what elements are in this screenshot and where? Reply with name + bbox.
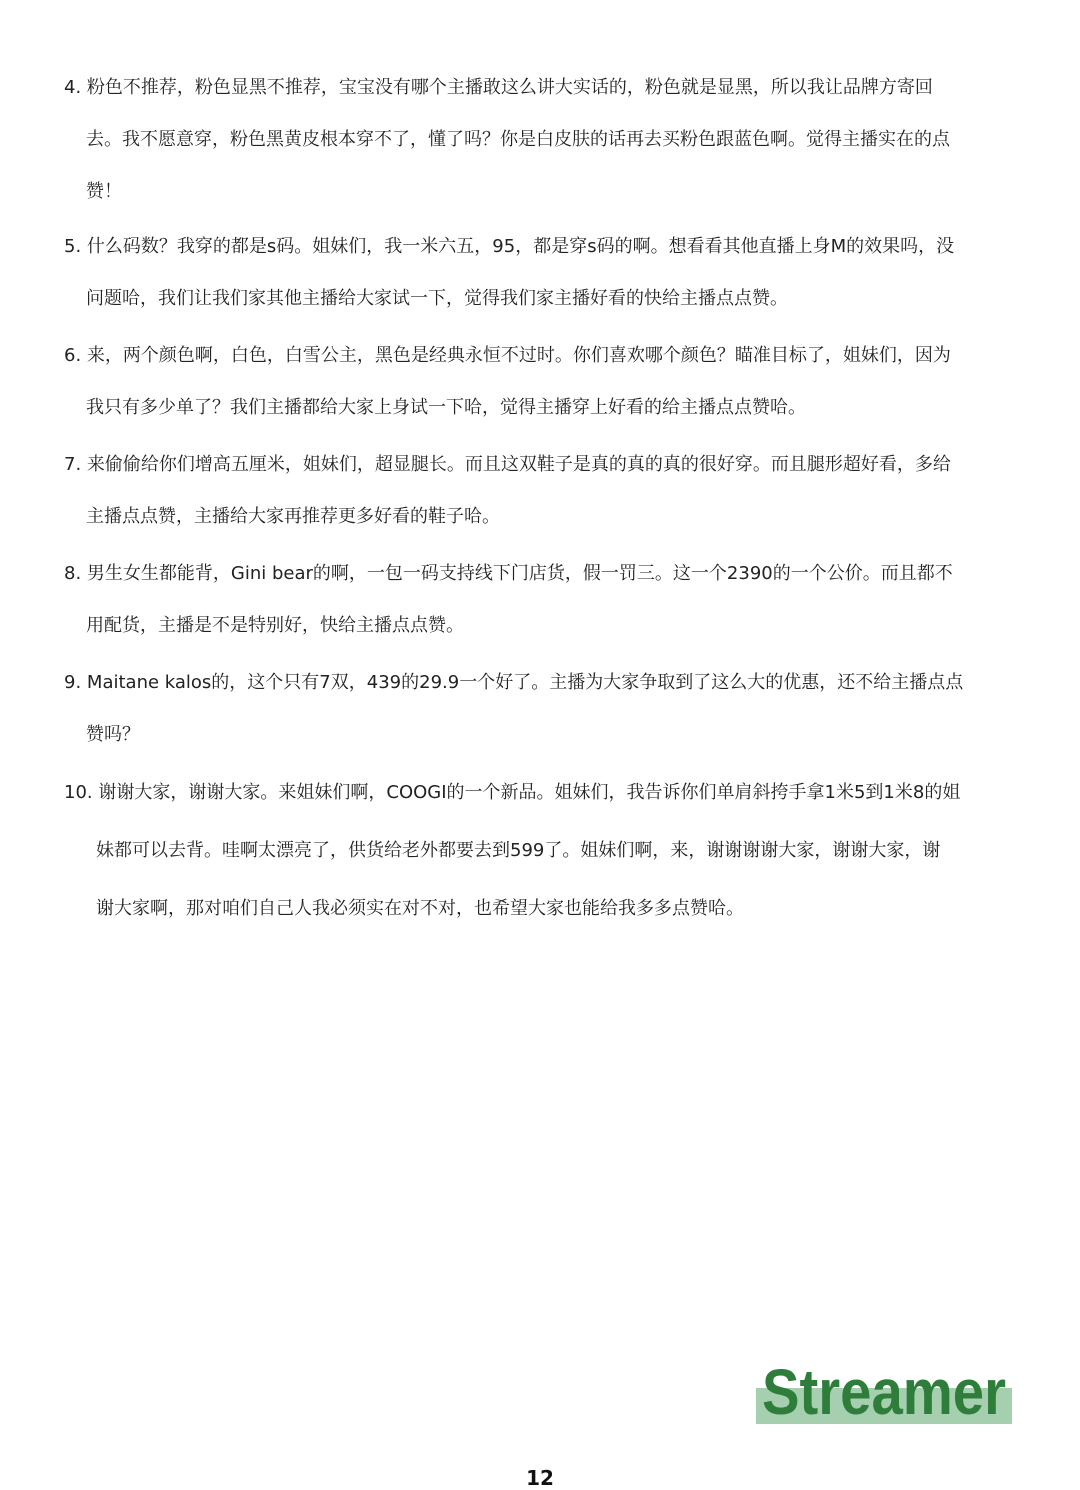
- list-item-text: 用配货，主播是不是特别好，快给主播点点赞。: [86, 615, 464, 636]
- list-item-number: 5.: [64, 236, 82, 257]
- list-item-line: [64, 330, 1014, 382]
- list-item: [64, 330, 1014, 434]
- list-item-text: 什么码数？我穿的都是s码。姐妹们，我一米六五，95，都是穿s码的啊。想看看其他直播上身M的效果吗，没: [86, 236, 955, 257]
- list-item-text: Maitane kalos的，这个只有7双，439的29.9一个好了。主播为大家争取到了这么大的优惠，还不给主播点点: [86, 672, 964, 693]
- list-item-line: [64, 221, 1014, 273]
- list-item-text: 男生女生都能背，Gini bear的啊，一包一码支持线下门店货，假一罚三。这一个2390的一个公价。而且都不: [86, 563, 953, 584]
- list-item-text: 粉色不推荐，粉色显黑不推荐，宝宝没有哪个主播敢这么讲大实话的，粉色就是显黑，所以我让品牌方寄回: [86, 77, 933, 98]
- list-item-line: [64, 439, 1014, 491]
- list-item-line: [64, 62, 1014, 114]
- streamer-logo: [756, 1352, 1012, 1424]
- list-item-number: 10.: [64, 782, 93, 803]
- list-item-number: 7.: [64, 454, 82, 475]
- logo-text: Streamer: [762, 1356, 1006, 1424]
- list-item: [64, 548, 1014, 652]
- list-item-text: 赞吗？: [86, 724, 140, 745]
- list-item-text: 妹都可以去背。哇啊太漂亮了，供货给老外都要去到599了。姐妹们啊，来，谢谢谢谢大家，谢谢大家，谢: [96, 840, 941, 861]
- list-item-text: 谢大家啊，那对咱们自己人我必须实在对不对，也希望大家也能给我多多点赞哈。: [96, 898, 744, 919]
- list-item-number: 6.: [64, 345, 82, 366]
- list-item-number: 4.: [64, 77, 82, 98]
- list-item-text: 赞！: [86, 181, 122, 202]
- list-item-text: 来偷偷给你们增高五厘米，姐妹们，超显腿长。而且这双鞋子是真的真的真的很好穿。而且腿形超好看，多给: [86, 454, 951, 475]
- list-item-number: 9.: [64, 672, 82, 693]
- list-item: [64, 62, 1014, 218]
- list-item: [64, 221, 1014, 325]
- list-item: [64, 764, 1014, 938]
- list-item: [64, 657, 1014, 761]
- list-item-text: 主播点点赞，主播给大家再推荐更多好看的鞋子哈。: [86, 506, 500, 527]
- list-item: [64, 439, 1014, 543]
- page-number: 12: [526, 1466, 554, 1490]
- list-item-number: 8.: [64, 563, 82, 584]
- list-item-text: 去。我不愿意穿，粉色黑黄皮根本穿不了，懂了吗？你是白皮肤的话再去买粉色跟蓝色啊。觉得主播实在的点: [86, 129, 950, 150]
- list-item-text: 谢谢大家，谢谢大家。来姐妹们啊，COOGI的一个新品。姐妹们，我告诉你们单肩斜挎手拿1米5到1米8的姐: [98, 782, 961, 803]
- list-item-text: 我只有多少单了？我们主播都给大家上身试一下哈，觉得主播穿上好看的给主播点点赞哈。: [86, 397, 806, 418]
- list-item-text: 问题哈，我们让我们家其他主播给大家试一下，觉得我们家主播好看的快给主播点点赞。: [86, 288, 788, 309]
- list-item-text: 来，两个颜色啊，白色，白雪公主，黑色是经典永恒不过时。你们喜欢哪个颜色？瞄准目标了，姐妹们，因为: [86, 345, 951, 366]
- list-item-line: [64, 764, 1014, 822]
- list-item-line: [64, 657, 1014, 709]
- list-item-line: [64, 548, 1014, 600]
